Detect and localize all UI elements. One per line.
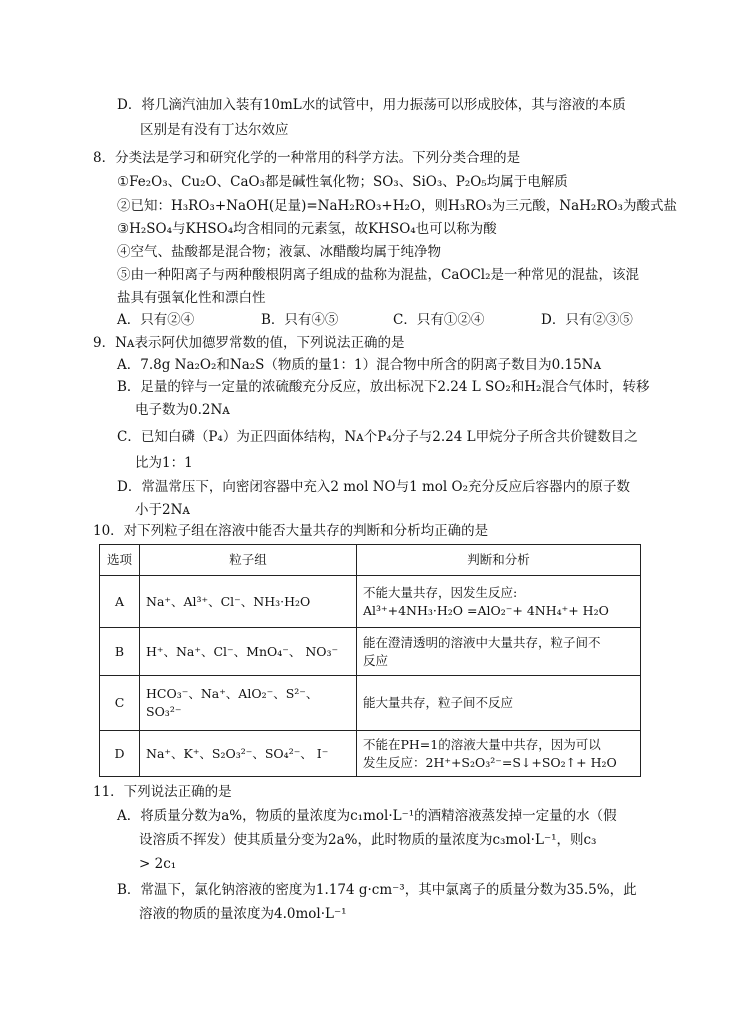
row-d-ions: Na⁺、K⁺、S₂O₃²⁻、SO₄²⁻、 I⁻: [140, 731, 357, 777]
q8-option-d: D．只有②③⑤: [541, 312, 633, 328]
table-row: [100, 731, 641, 777]
row-a-option: A: [100, 576, 140, 628]
q8-statement-1: ①Fe₂O₃、Cu₂O、CaO₃都是碱性氧化物；SO₃、SiO₃、P₂O₅均属于电解质: [117, 174, 568, 190]
table-row: [100, 676, 641, 731]
analysis-line: 发生反应：2H⁺+S₂O₃²⁻=S↓+SO₂↑+ H₂O: [363, 754, 617, 770]
row-a-analysis: [357, 576, 641, 628]
q9-option-a: A．7.8g Na₂O₂和Na₂S（物质的量1：1）混合物中所含的阴离子数目为0.15Nᴀ: [117, 357, 602, 373]
q11-stem: 11．下列说法正确的是: [93, 784, 232, 800]
table-row: [100, 576, 641, 628]
analysis-line: 反应: [363, 652, 389, 668]
row-a-ions: Na⁺、Al³⁺、Cl⁻、NH₃·H₂O: [140, 576, 357, 628]
analysis-line: 不能在PH=1的溶液大量中共存，因为可以: [363, 736, 601, 752]
analysis-line: Al³⁺+4NH₃·H₂O =AlO₂⁻+ 4NH₄⁺+ H₂O: [363, 602, 609, 618]
q9-option-d-line2: 小于2Nᴀ: [135, 502, 191, 518]
header-option: 选项: [100, 545, 140, 576]
row-d-option: D: [100, 731, 140, 777]
q11-option-a-line2: 设溶质不挥发）使其质量分变为2a%，此时物质的量浓度为c₃mol·L⁻¹，则c₃: [139, 832, 597, 848]
row-b-option: B: [100, 628, 140, 676]
row-b-ions: H⁺、Na⁺、Cl⁻、MnO₄⁻、 NO₃⁻: [140, 628, 357, 676]
q7-option-d-line1: D．将几滴汽油加入装有10mL水的试管中，用力振荡可以形成胶体，其与溶液的本质: [117, 97, 626, 113]
row-d-analysis: [357, 731, 641, 777]
q11-option-a-line1: A．将质量分数为a%，物质的量浓度为c₁mol·L⁻¹的酒精溶液蒸发掉一定量的水（假: [117, 808, 617, 824]
q8-statement-2: ②已知：H₃RO₃+NaOH(足量)=NaH₂RO₃+H₂O，则H₃RO₃为三元酸，NaH₂RO₃为酸式盐: [117, 198, 677, 214]
q11-option-b-line1: B．常温下，氯化钠溶液的密度为1.174 g·cm⁻³，其中氯离子的质量分数为35.5%，此: [117, 882, 637, 898]
row-c-option: C: [100, 676, 140, 731]
q8-statement-4: ④空气、盐酸都是混合物；液氯、冰醋酸均属于纯净物: [117, 244, 441, 260]
q9-option-b-line2: 电子数为0.2Nᴀ: [135, 402, 230, 418]
q8-option-b: B．只有④⑤: [261, 312, 339, 328]
q8-stem: 8．分类法是学习和研究化学的一种常用的科学方法。下列分类合理的是: [93, 150, 521, 166]
q9-option-c-line1: C．已知白磷（P₄）为正四面体结构，Nᴀ个P₄分子与2.24 L甲烷分子所含共价键数目之: [117, 429, 638, 445]
analysis-line: 能大量共存，粒子间不反应: [363, 695, 514, 710]
q10-table: [99, 544, 641, 777]
header-ions: 粒子组: [140, 545, 357, 576]
q9-option-c-line2: 比为1：1: [135, 455, 193, 471]
q9-option-d-line1: D．常温常压下，向密闭容器中充入2 mol NO与1 mol O₂充分反应后容器内的原子数: [117, 479, 631, 495]
analysis-line: 能在澄清透明的溶液中大量共存，粒子间不: [363, 634, 601, 650]
row-c-ions: HCO₃⁻、Na⁺、AlO₂⁻、S²⁻、SO₃²⁻: [140, 676, 357, 731]
header-analysis: 判断和分析: [357, 545, 641, 576]
table-header-row: [100, 545, 641, 576]
q8-statement-5-line1: ⑤由一种阳离子与两种酸根阴离子组成的盐称为混盐，CaOCl₂是一种常见的混盐，该混: [117, 267, 640, 283]
q8-option-c: C．只有①②④: [393, 312, 485, 328]
q9-option-b-line1: B．足量的锌与一定量的浓硫酸充分反应，放出标况下2.24 L SO₂和H₂混合气体时，转移: [117, 379, 650, 395]
q8-statement-5-line2: 盐具有强氧化性和漂白性: [117, 290, 266, 306]
q7-option-d-line2: 区别是有没有丁达尔效应: [140, 122, 289, 138]
q8-statement-3: ③H₂SO₄与KHSO₄均含相同的元素氢，故KHSO₄也可以称为酸: [117, 221, 497, 237]
q10-stem: 10．对下列粒子组在溶液中能否大量共存的判断和分析均正确的是: [93, 523, 489, 539]
q9-stem: 9．Nᴀ表示阿伏加德罗常数的值，下列说法正确的是: [93, 335, 405, 351]
q11-option-a-line3: > 2c₁: [139, 856, 177, 872]
q8-option-a: A．只有②④: [117, 312, 195, 328]
table-row: [100, 628, 641, 676]
analysis-line: 不能大量共存，因发生反应:: [363, 584, 518, 600]
row-b-analysis: [357, 628, 641, 676]
q11-option-b-line2: 溶液的物质的量浓度为4.0mol·L⁻¹: [139, 906, 347, 922]
row-c-analysis: [357, 676, 641, 731]
